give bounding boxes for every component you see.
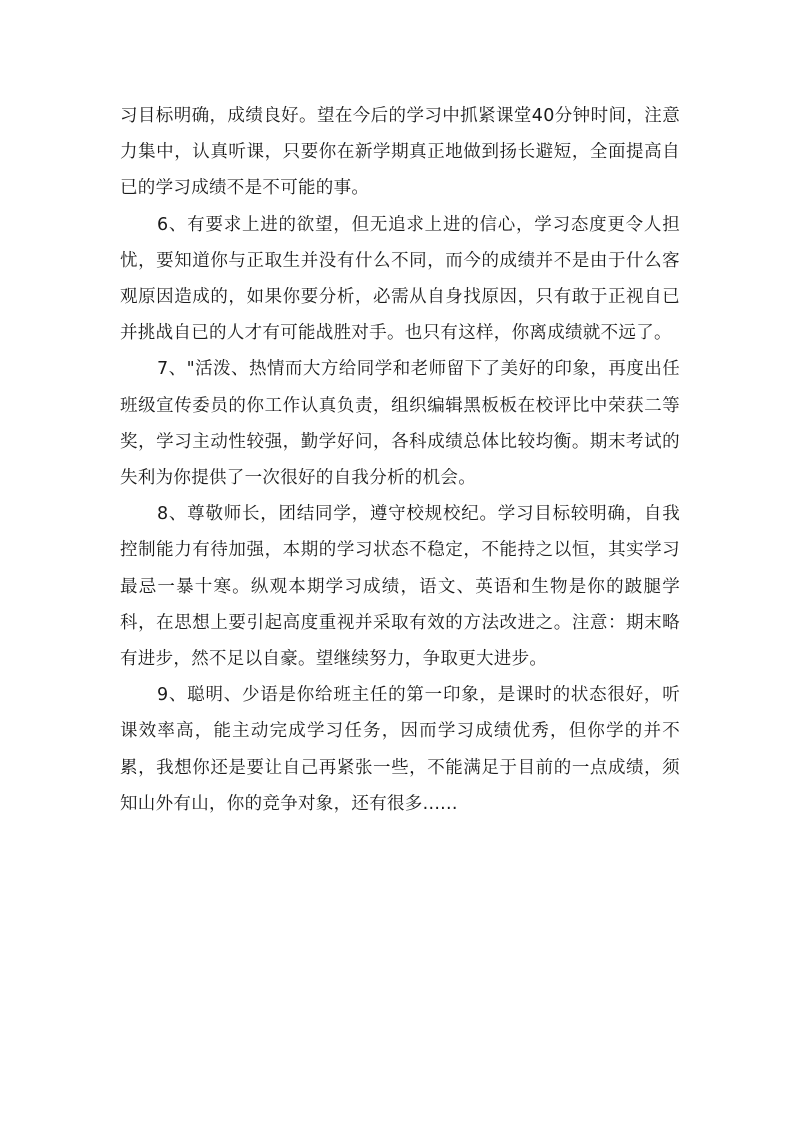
paragraph-6: 6、有要求上进的欲望，但无追求上进的信心，学习态度更令人担忧，要知道你与正取生并没有什么不同，而今的成绩并不是由于什么客观原因造成的，如果你要分析，必需从自身找原因，只有敢于正视自已并挑战自已的人才有可能战胜对手。也只有这样，你离成绩就不远了。 — [120, 214, 680, 344]
document-page — [120, 98, 680, 822]
paragraph-continued: 习目标明确，成绩良好。望在今后的学习中抓紧课堂40分钟时间，注意力集中，认真听课，只要你在新学期真正地做到扬长避短，全面提高自已的学习成绩不是不可能的事。 — [120, 106, 680, 199]
paragraph-7: 7、"活泼、热情而大方给同学和老师留下了美好的印象，再度出任班级宣传委员的你工作认真负责，组织编辑黑板板在校评比中荣获二等奖，学习主动性较强，勤学好问，各科成绩总体比较均衡。期末考试的失利为你提供了一次很好的自我分析的机会。 — [120, 359, 680, 489]
paragraph-8: 8、尊敬师长，团结同学，遵守校规校纪。学习目标较明确，自我控制能力有待加强，本期的学习状态不稳定，不能持之以恒，其实学习最忌一暴十寒。纵观本期学习成绩，语文、英语和生物是你的跛腿学科，在思想上要引起高度重视并采取有效的方法改进之。注意：期末略有进步，然不足以自豪。望继续努力，争取更大进步。 — [120, 504, 680, 670]
paragraph-9: 9、聪明、少语是你给班主任的第一印象，是课时的状态很好，听课效率高，能主动完成学习任务，因而学习成绩优秀，但你学的并不累，我想你还是要让自己再紧张一些，不能满足于目前的一点成绩，须知山外有山，你的竞争对象，还有很多...... — [120, 685, 680, 814]
